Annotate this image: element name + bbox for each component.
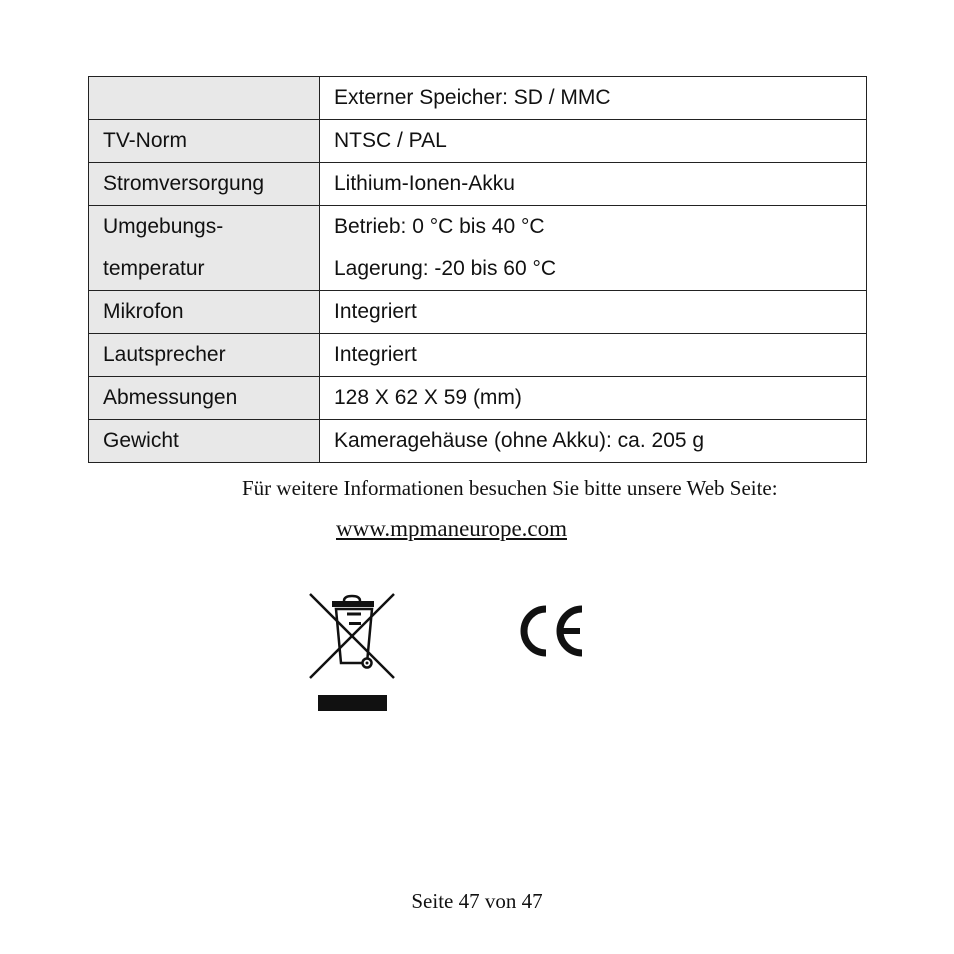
ce-mark-icon (514, 601, 586, 661)
row-value-temperature-operation: Betrieb: 0 °C bis 40 °C (334, 215, 545, 238)
row-value-weight: Kameragehäuse (ohne Akku): ca. 205 g (320, 420, 867, 463)
row-label-speaker: Lautsprecher (89, 334, 320, 377)
row-label-temperature-line-1: Umgebungs- (103, 215, 224, 238)
row-value-power: Lithium-Ionen-Akku (320, 163, 867, 206)
row-value-external-memory: Externer Speicher: SD / MMC (320, 77, 867, 120)
table-row (89, 420, 867, 463)
row-label-temperature (89, 206, 320, 291)
table-row (89, 291, 867, 334)
row-label-microphone: Mikrofon (89, 291, 320, 334)
row-label-weight: Gewicht (89, 420, 320, 463)
table-row (89, 206, 867, 291)
table-row (89, 163, 867, 206)
row-value-microphone: Integriert (320, 291, 867, 334)
spec-table (88, 76, 867, 463)
row-value-dimensions: 128 X 62 X 59 (mm) (320, 377, 867, 420)
website-link[interactable]: www.mpmaneurope.com (336, 516, 567, 541)
row-value-tv-norm: NTSC / PAL (320, 120, 867, 163)
table-row (89, 377, 867, 420)
row-label-dimensions: Abmessungen (89, 377, 320, 420)
page-number: Seite 47 von 47 (411, 889, 543, 913)
info-text: Für weitere Informationen besuchen Sie bitte unsere Web Seite: (242, 476, 778, 500)
table-row (89, 120, 867, 163)
row-label-temperature-line-2: temperatur (103, 257, 205, 280)
table-row (89, 334, 867, 377)
row-label-power: Stromversorgung (89, 163, 320, 206)
table-row (89, 77, 867, 120)
row-label-empty (89, 77, 320, 120)
row-value-temperature-storage: Lagerung: -20 bis 60 °C (334, 257, 557, 280)
crossed-out-wheelie-bin-icon (306, 591, 398, 715)
row-value-temperature (320, 206, 867, 291)
row-label-tv-norm: TV-Norm (89, 120, 320, 163)
row-value-speaker: Integriert (320, 334, 867, 377)
